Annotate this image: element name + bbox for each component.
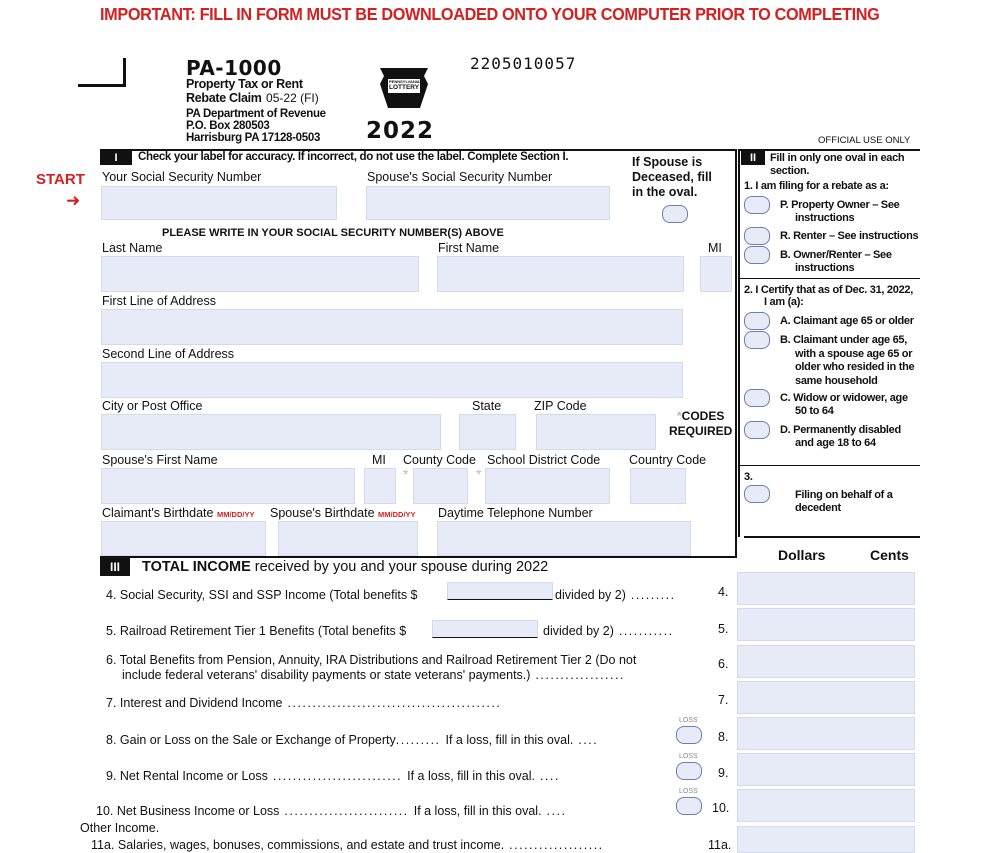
q2-spouse65-label — [780, 334, 914, 388]
corner-mark-vertical — [123, 58, 126, 87]
corner-mark-horizontal — [78, 84, 126, 87]
address2-label: Second Line of Address — [102, 347, 235, 361]
line5-divided: divided by 2) ........... — [543, 624, 674, 638]
q2-disabled-label — [780, 424, 901, 450]
first-name-label: First Name — [438, 241, 500, 255]
address2-input[interactable] — [101, 362, 683, 398]
line11a-text: 11a. Salaries, wages, bonuses, commissions, and estate and trust income. — [91, 838, 505, 852]
q2-age65-label: A. Claimant age 65 or older — [780, 315, 914, 327]
line8-loss-note: If a loss, fill in this oval. — [445, 733, 574, 747]
form-title-line2 — [186, 89, 319, 107]
codes-required-label — [669, 409, 732, 439]
section2-divider-1 — [740, 278, 920, 279]
q2-spouse65-oval[interactable] — [744, 331, 770, 349]
q2-spouse65-line3: older who resided in the — [795, 361, 915, 373]
official-use-only: OFFICIAL USE ONLY — [818, 135, 911, 146]
ssn-label: Your Social Security Number — [102, 170, 262, 184]
line6-label-line1: 6. Total Benefits from Pension, Annuity, IRA Distributions and Railroad Retirement Tier 2 (Do not — [106, 653, 637, 667]
claimant-birthdate-text: Claimant's Birthdate — [102, 506, 214, 520]
codes-required-line1: *CODES — [677, 409, 725, 423]
first-name-input[interactable] — [437, 256, 684, 292]
line10-amount-input[interactable] — [737, 789, 915, 822]
q3-decedent-line2: decedent — [795, 502, 841, 514]
line7-number: 7. — [718, 693, 729, 707]
q2-spouse65-line1: B. Claimant under age 65, — [780, 334, 907, 346]
q2-widow-oval[interactable] — [744, 389, 770, 407]
lottery-logo-top: PENNSYLVANIA — [389, 79, 420, 84]
line6-amount-input[interactable] — [737, 645, 915, 678]
section2-bottom-rule — [744, 536, 920, 538]
spouse-mi-label: MI — [372, 453, 386, 467]
lottery-logo-bottom: LOTTERY — [389, 84, 420, 91]
line8-text: 8. Gain or Loss on the Sale or Exchange of Property — [106, 733, 396, 747]
line4-divided-text: divided by 2) — [555, 588, 626, 602]
line9-text: 9. Net Rental Income or Loss — [106, 769, 268, 783]
line10-loss-oval[interactable] — [676, 797, 702, 815]
claimant-birthdate-format: MM/DD/YY — [216, 510, 255, 519]
q2-label-line2: I am (a): — [764, 296, 804, 308]
spouse-deceased-oval[interactable] — [662, 205, 688, 223]
spouse-deceased-line2: Deceased, fill — [632, 170, 712, 184]
last-name-input[interactable] — [101, 256, 419, 292]
department-name: PA Department of Revenue — [186, 108, 326, 120]
form-version: 05-22 (FI) — [266, 91, 319, 105]
section2-intro — [770, 152, 904, 178]
section1-number: I — [100, 151, 132, 165]
spouse-deceased-line3: in the oval. — [632, 185, 698, 199]
zip-input[interactable] — [536, 414, 656, 450]
q1-label: 1. I am filing for a rebate as a: — [744, 180, 889, 192]
section2-intro-line1: Fill in only one oval in each — [770, 152, 905, 164]
last-name-label: Last Name — [102, 241, 163, 255]
city-label: City or Post Office — [102, 399, 203, 413]
q3-decedent-label — [795, 489, 893, 515]
line6-number: 6. — [718, 657, 729, 671]
q1-owner-renter-label — [780, 249, 892, 275]
section2-number: II — [741, 151, 765, 165]
q1-owner-renter-oval[interactable] — [744, 246, 770, 264]
q3-number: 3. — [744, 471, 753, 483]
school-district-input[interactable] — [485, 468, 610, 504]
q2-label-line1: 2. I Certify that as of Dec. 31, 2022, — [744, 284, 913, 296]
form-title-text: Rebate Claim — [186, 91, 262, 105]
phone-input[interactable] — [437, 521, 691, 556]
spouse-birthdate-text: Spouse's Birthdate — [270, 506, 375, 520]
line8-loss-caption: LOSS — [679, 717, 698, 724]
ssn-instruction-note: PLEASE WRITE IN YOUR SOCIAL SECURITY NUMBER(S) ABOVE — [162, 227, 504, 239]
department-po-box: P.O. Box 280503 — [186, 120, 270, 132]
start-arrow-icon: ➜ — [66, 191, 81, 210]
download-warning-banner: IMPORTANT: FILL IN FORM MUST BE DOWNLOADED ONTO YOUR COMPUTER PRIOR TO COMPLETING — [100, 4, 880, 24]
line4-label — [106, 588, 418, 602]
line9-label: 9. Net Rental Income or Loss .......................... If a loss, fill in this oval. .... — [106, 769, 560, 783]
q3-decedent-oval[interactable] — [744, 485, 770, 503]
q1-owner-renter-line1: B. Owner/Renter – See — [780, 249, 892, 261]
section2-top-rule — [738, 149, 920, 151]
mi-input[interactable] — [700, 256, 732, 292]
line9-loss-caption: LOSS — [679, 753, 698, 760]
school-district-asterisk: * — [476, 466, 482, 482]
line10-label: 10. Net Business Income or Loss ......................... If a loss, fill in this oval. .... — [96, 804, 567, 818]
other-income-label: Other Income. — [80, 821, 160, 835]
spouse-first-name-input[interactable] — [101, 468, 355, 504]
county-code-label: County Code — [403, 453, 476, 467]
q1-owner-renter-line2: instructions — [795, 262, 855, 274]
q1-property-owner-label — [780, 199, 899, 225]
line8-loss-oval[interactable] — [676, 726, 702, 744]
line5-label — [106, 624, 406, 638]
department-city: Harrisburg PA 17128-0503 — [186, 132, 321, 144]
spouse-birthdate-input[interactable] — [278, 521, 418, 556]
barcode-number: 2205010057 — [470, 54, 577, 73]
county-code-input[interactable] — [413, 468, 468, 504]
line5-number: 5. — [718, 622, 729, 636]
q2-disabled-line1: D. Permanently disabled — [780, 424, 901, 436]
start-label: START — [36, 171, 85, 188]
section2-left-rule — [738, 149, 740, 537]
line4-text: 4. Social Security, SSI and SSP Income (Total benefits $ — [106, 588, 418, 602]
state-label: State — [472, 399, 502, 413]
line7-amount-input[interactable] — [737, 681, 915, 714]
country-code-input[interactable] — [630, 468, 686, 504]
phone-label: Daytime Telephone Number — [438, 506, 593, 520]
address1-label: First Line of Address — [102, 294, 216, 308]
q2-age65-oval[interactable] — [744, 312, 770, 330]
county-code-asterisk: * — [403, 466, 409, 482]
line4-total-benefits-input[interactable] — [447, 582, 553, 600]
line5-text: 5. Railroad Retirement Tier 1 Benefits (Total benefits $ — [106, 624, 407, 638]
section3-number: III — [100, 558, 130, 576]
spouse-ssn-input[interactable] — [366, 186, 610, 220]
q3-decedent-line1: Filing on behalf of a — [795, 489, 893, 501]
line10-loss-caption: LOSS — [679, 788, 698, 795]
tax-year: 2022 — [366, 118, 435, 144]
line7-label: 7. Interest and Dividend Income ........................................... — [106, 696, 502, 710]
q2-widow-label — [780, 392, 908, 418]
line8-amount-input[interactable] — [737, 717, 915, 750]
line10-loss-note: If a loss, fill in this oval. — [413, 804, 542, 818]
line7-text: 7. Interest and Dividend Income — [106, 696, 283, 710]
q1-property-owner-oval[interactable] — [744, 196, 770, 214]
line9-number: 9. — [718, 766, 729, 780]
q1-renter-oval[interactable] — [744, 227, 770, 245]
line10-number: 10. — [712, 801, 730, 815]
line8-number: 8. — [718, 730, 729, 744]
line4-amount-input[interactable] — [737, 572, 915, 605]
spouse-deceased-label — [632, 155, 712, 200]
form-title-line1: Property Tax or Rent — [186, 77, 303, 91]
q1-renter-label: R. Renter – See instructions — [780, 230, 919, 242]
line6-label-line2-text: include federal veterans' disability payments or state veterans' payments.) — [122, 668, 531, 682]
line9-loss-note: If a loss, fill in this oval. — [407, 769, 535, 783]
address1-input[interactable] — [101, 309, 683, 345]
line4-number: 4. — [718, 585, 729, 599]
form-id: PA-1000 — [186, 56, 282, 80]
line8-label: 8. Gain or Loss on the Sale or Exchange of Property......... If a loss, fill in this oval. .... — [106, 733, 599, 747]
line6-label-line2: include federal veterans' disability payments or state veterans' payments.) .................. — [122, 668, 625, 682]
line10-text: 10. Net Business Income or Loss — [96, 804, 280, 818]
line11a-number: 11a. — [708, 838, 732, 852]
section3-title — [142, 559, 548, 575]
zip-label: ZIP Code — [534, 399, 587, 413]
country-code-label: Country Code — [629, 453, 707, 467]
school-district-label: School District Code — [487, 453, 601, 467]
q2-spouse65-line2: with a spouse age 65 or — [795, 347, 913, 360]
line11a-label: 11a. Salaries, wages, bonuses, commissions, and estate and trust income. ................... — [91, 838, 604, 852]
cents-header: Cents — [870, 547, 909, 563]
state-input[interactable] — [459, 414, 516, 450]
section3-title-bold: TOTAL INCOME — [142, 559, 251, 575]
claimant-birthdate-input[interactable] — [101, 521, 266, 556]
spouse-deceased-line1: If Spouse is — [632, 155, 703, 169]
section1-bottom-rule — [100, 556, 737, 558]
q2-widow-line2: 50 to 64 — [795, 405, 834, 417]
q2-disabled-oval[interactable] — [744, 421, 770, 439]
line5-amount-input[interactable] — [737, 608, 915, 641]
section1-instruction: Check your label for accuracy. If incorrect, do not use the label. Complete Section I. — [138, 151, 569, 163]
q1-property-owner-line1: P. Property Owner – See — [780, 199, 900, 211]
spouse-ssn-label: Spouse's Social Security Number — [367, 170, 553, 184]
section1-right-rule — [735, 149, 737, 557]
section2-divider-2 — [740, 465, 920, 466]
city-input[interactable] — [101, 414, 441, 450]
line9-loss-oval[interactable] — [676, 762, 702, 780]
spouse-birthdate-format: MM/DD/YY — [378, 510, 416, 519]
line9-amount-input[interactable] — [737, 753, 915, 786]
spouse-birthdate-label — [270, 506, 416, 520]
section3-title-rest: received by you and your spouse during 2022 — [250, 559, 549, 575]
dollars-header: Dollars — [778, 547, 826, 563]
pa-lottery-logo — [374, 62, 434, 110]
ssn-input[interactable] — [101, 186, 337, 220]
line5-total-benefits-input[interactable] — [432, 620, 538, 638]
claimant-birthdate-label — [102, 506, 254, 520]
q2-label — [744, 284, 913, 308]
q1-property-owner-line2: instructions — [795, 212, 855, 224]
codes-required-line2: REQUIRED — [669, 424, 733, 438]
mi-label: MI — [708, 241, 722, 255]
q2-spouse65-line4: same household — [795, 374, 878, 387]
spouse-first-name-label: Spouse's First Name — [102, 453, 218, 467]
section2-intro-line2: section. — [770, 165, 810, 177]
spouse-mi-input[interactable] — [364, 468, 396, 504]
line5-divided-text: divided by 2) — [543, 624, 614, 638]
line11a-amount-input[interactable] — [737, 826, 915, 853]
q2-disabled-line2: and age 18 to 64 — [795, 437, 876, 449]
q2-widow-line1: C. Widow or widower, age — [780, 392, 908, 404]
line4-divided: divided by 2) ......... — [555, 588, 676, 602]
